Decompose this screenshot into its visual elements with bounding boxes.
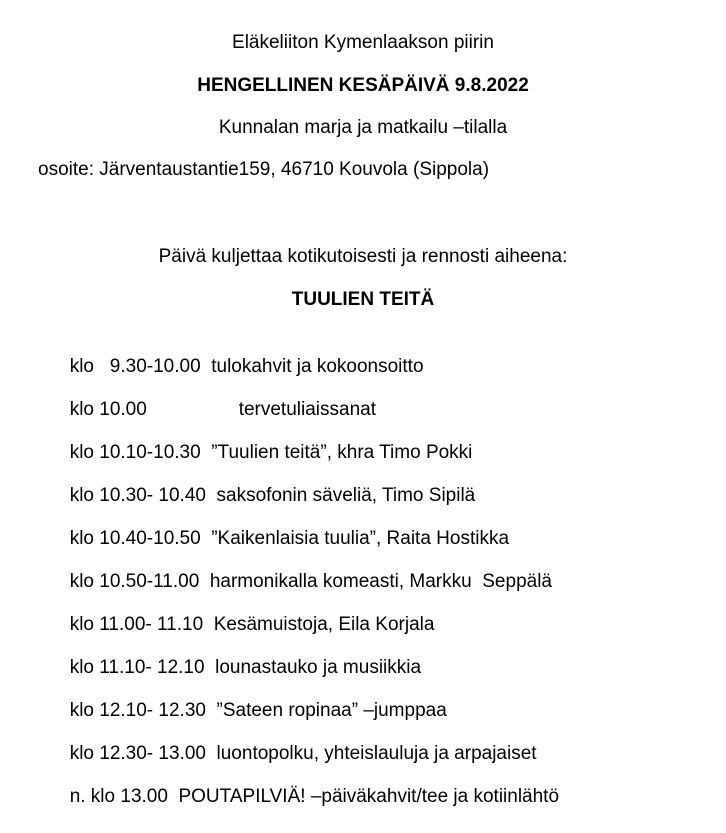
schedule-activity: tulokahvit ja kokoonsoitto: [211, 356, 424, 377]
schedule-time: n. klo 13.00: [69, 786, 179, 807]
schedule-row: [38, 718, 718, 764]
schedule-activity: Kesämuistoja, Eila Korjala: [213, 614, 435, 635]
schedule-time: klo 12.10- 12.30: [69, 700, 217, 721]
venue-line: Kunnalan marja ja matkailu –tilalla: [218, 117, 508, 138]
schedule-time: klo 10.40-10.50: [69, 528, 212, 549]
schedule-time: klo 12.30- 13.00: [69, 743, 217, 764]
schedule-row: [38, 460, 718, 506]
schedule-time: klo 11.00- 11.10: [69, 614, 214, 635]
event-title: HENGELLINEN KESÄPÄIVÄ 9.8.2022: [197, 75, 529, 96]
theme-title: TUULIEN TEITÄ: [291, 289, 435, 310]
schedule-time: klo 10.50-11.00: [69, 571, 210, 592]
schedule-row: [38, 675, 718, 721]
schedule-time: klo 9.30-10.00: [69, 356, 212, 377]
schedule-activity: tervetuliaissanat: [238, 399, 376, 420]
schedule-activity: ”Sateen ropinaa” –jumppaa: [216, 700, 447, 721]
intro-text: Päivä kuljettaa kotikutoisesti ja rennosti aiheena:: [158, 246, 568, 267]
schedule-activity: ”Tuulien teitä”, khra Timo Pokki: [211, 442, 473, 463]
schedule-row: [38, 632, 718, 678]
schedule-row: [38, 589, 718, 635]
schedule-time: klo 11.10- 12.10: [69, 657, 216, 678]
schedule-activity: ”Kaikenlaisia tuulia”, Raita Hostikka: [211, 528, 510, 549]
organization-line: Eläkeliiton Kymenlaakson piirin: [232, 32, 494, 53]
address-line: osoite: Järventaustantie159, 46710 Kouvola (Sippola): [38, 159, 490, 180]
schedule-row: [38, 761, 718, 807]
schedule-row: [38, 374, 718, 420]
schedule-time: klo 10.10-10.30: [69, 442, 212, 463]
schedule-activity: saksofonin säveliä, Timo Sipilä: [216, 485, 476, 506]
schedule-time: klo 10.00: [69, 399, 147, 420]
schedule-activity: lounastauko ja musiikkia: [215, 657, 422, 678]
schedule-row: [38, 546, 718, 592]
schedule-row: [38, 503, 718, 549]
schedule-activity: POUTAPILVIÄ! –päiväkahvit/tee ja kotiinlähtö: [178, 786, 560, 807]
schedule-row: [38, 331, 718, 377]
schedule-row: [38, 417, 718, 463]
schedule-activity: luontopolku, yhteislauluja ja arpajaiset: [216, 743, 537, 764]
schedule-activity: harmonikalla komeasti, Markku Seppälä: [209, 571, 552, 592]
schedule-time: klo 10.30- 10.40: [69, 485, 217, 506]
